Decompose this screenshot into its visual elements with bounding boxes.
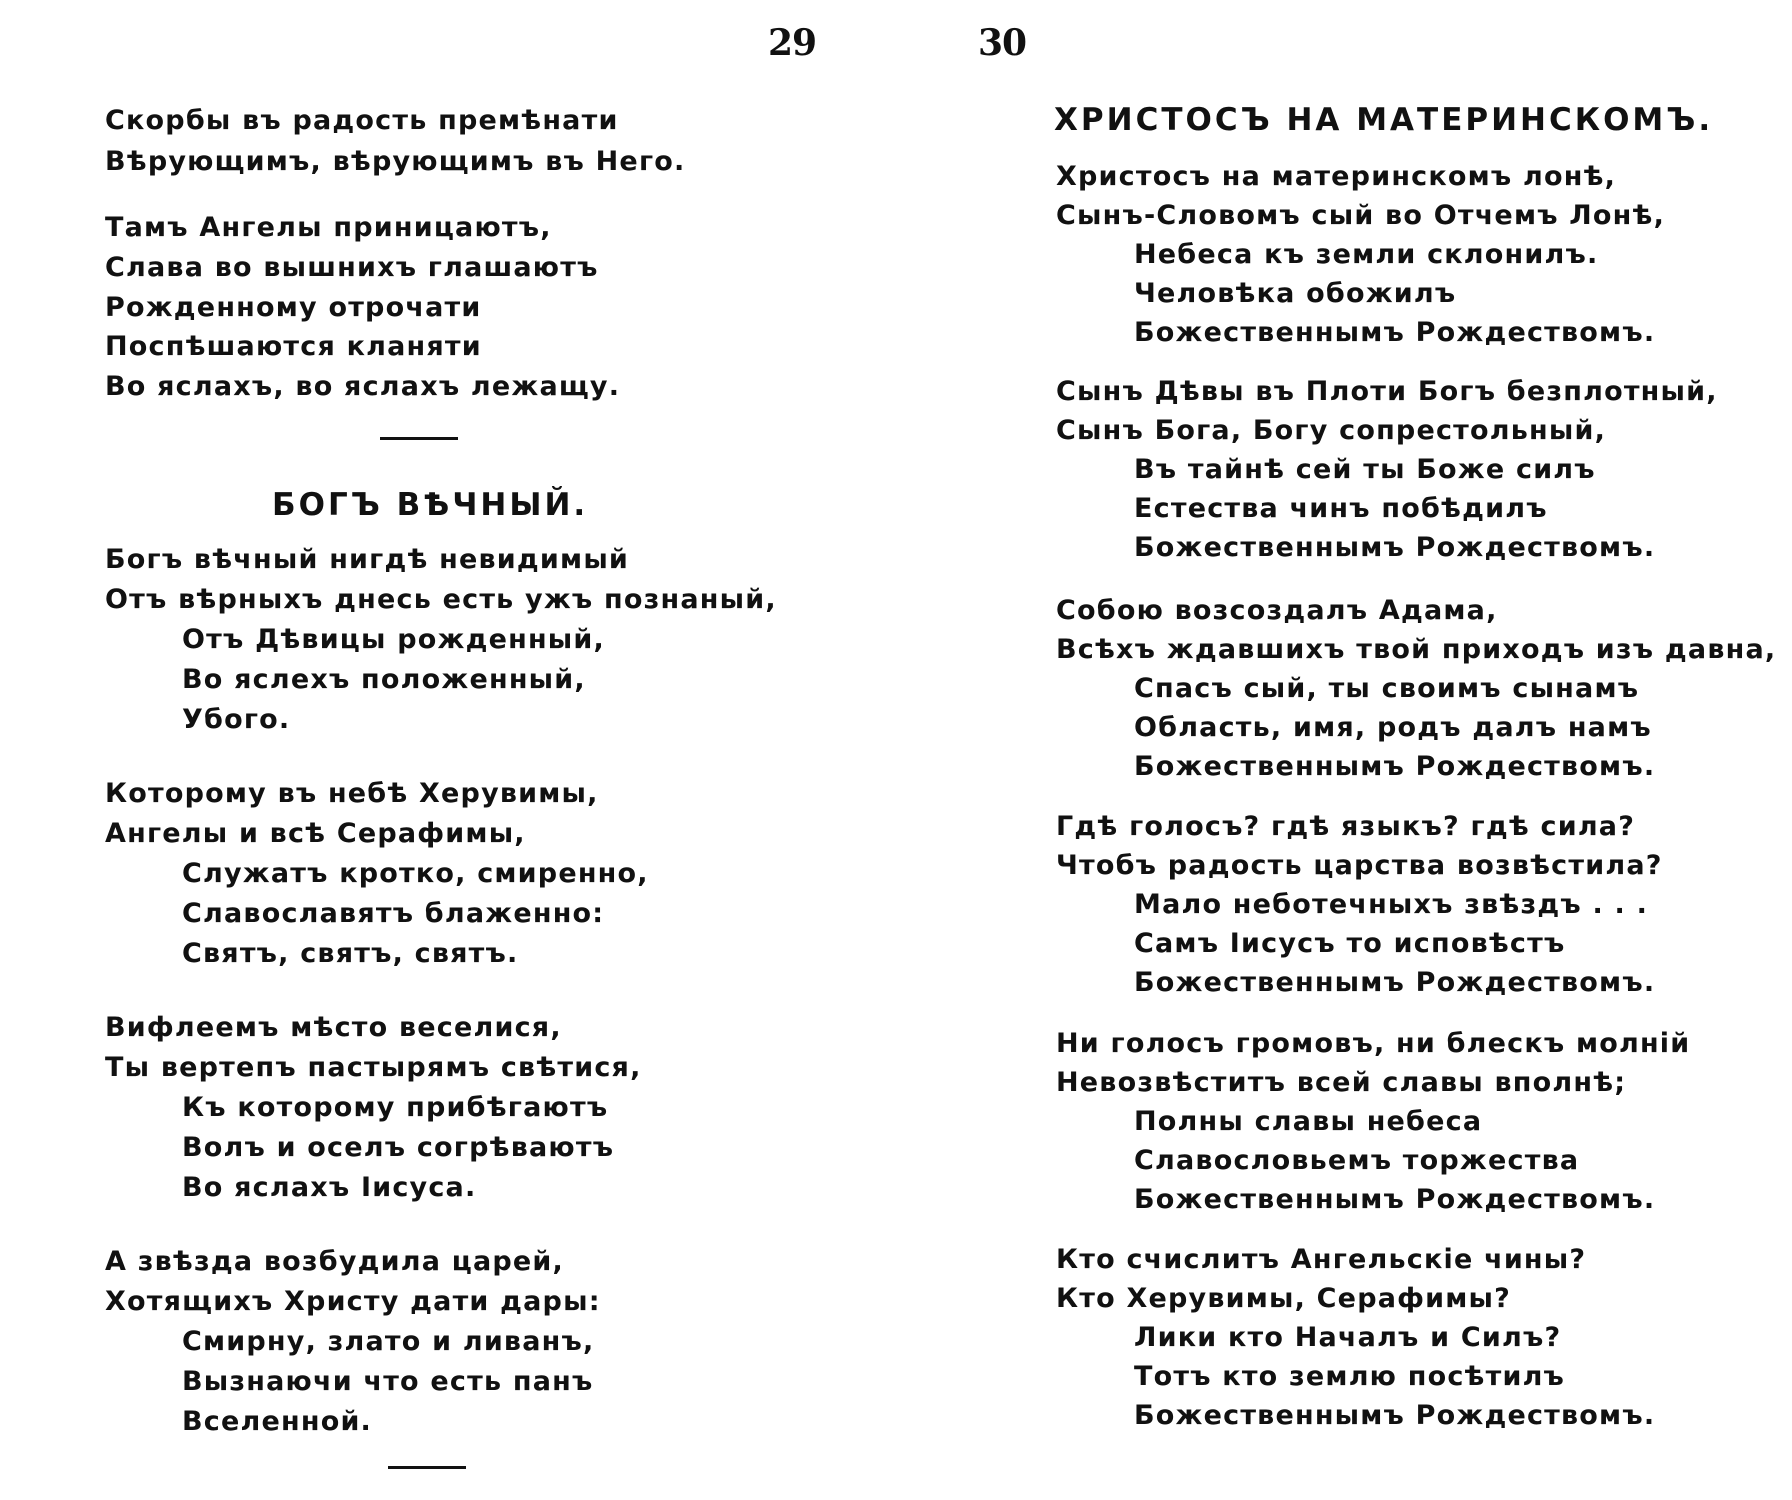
poem-line: Божественнымъ Рождествомъ. [1134,1400,1656,1431]
poem-line: Отъ Дѣвицы рожденный, [182,624,606,655]
poem-line: Божественнымъ Рождествомъ. [1134,532,1656,563]
poem-line: Во яслехъ положенный, [182,664,586,695]
poem-line: Богъ вѣчный нигдѣ невидимый [105,544,630,575]
poem-line: Самъ Iисусъ то исповѣстъ [1134,928,1566,959]
poem-line: Кто Херувимы, Серафимы? [1056,1283,1511,1314]
poem-line: Вселенной. [182,1406,373,1437]
page-number-right: 30 [978,22,1027,64]
poem-line: Сынъ-Словомъ сый во Отчемъ Лонѣ, [1056,200,1666,231]
poem-line: Славославятъ блаженно: [182,898,605,929]
poem-line: Ангелы и всѣ Серафимы, [105,818,526,849]
poem-line: Тотъ кто землю посѣтилъ [1134,1361,1566,1392]
poem-line: Хотящихъ Христу дати дары: [105,1286,601,1317]
page-number-left: 29 [768,22,817,64]
poem-line: Сынъ Бога, Богу сопрестольный, [1056,415,1607,446]
poem-line: Которому въ небѣ Херувимы, [105,778,599,809]
poem-line: Рожденному отрочати [105,292,482,323]
poem-line: А звѣзда возбудила царей, [105,1246,564,1277]
poem-line: Святъ, святъ, святъ. [182,938,519,969]
poem-line: Мало неботечныхъ звѣздъ . . . [1134,889,1649,920]
poem-line: Вифлеемъ мѣсто веселися, [105,1012,562,1043]
poem-line: Невозвѣститъ всей славы вполнѣ; [1056,1067,1627,1098]
poem-line: Христосъ на материнскомъ лонѣ, [1056,161,1617,192]
poem-line: Божественнымъ Рождествомъ. [1134,967,1656,998]
poem-line: Волъ и оселъ согрѣваютъ [182,1132,615,1163]
poem-line: Божественнымъ Рождествомъ. [1134,317,1656,348]
poem-line: Спасъ сый, ты своимъ сынамъ [1134,673,1640,704]
poem-line: Область, имя, родъ далъ намъ [1134,712,1652,743]
poem-line: Всѣхъ ждавшихъ твой приходъ изъ давна, [1056,634,1777,665]
poem-line: Ты вертепъ пастырямъ свѣтися, [105,1052,642,1083]
poem-line: Отъ вѣрныхъ днесь есть ужъ познаный, [105,584,777,615]
poem-line: Сынъ Дѣвы въ Плоти Богъ безплотный, [1056,376,1718,407]
poem-line: Убого. [182,704,291,735]
poem-line: Служатъ кротко, смиренно, [182,858,649,889]
section-divider [380,437,458,440]
poem-title: ХРИСТОСЪ НА МАТЕРИНСКОМЪ. [1054,102,1714,138]
poem-line: Естества чинъ побѣдилъ [1134,493,1548,524]
poem-line: Ни голосъ громовъ, ни блескъ молнiй [1056,1028,1691,1059]
poem-title: БОГЪ ВѢЧНЫЙ. [272,487,589,523]
poem-line: Полны славы небеса [1134,1106,1483,1137]
poem-line: Собою возсоздалъ Адама, [1056,595,1498,626]
poem-line: Къ которому прибѣгаютъ [182,1092,609,1123]
poem-line: Смирну, злато и ливанъ, [182,1326,595,1357]
poem-line: Кто счислитъ Ангельскiе чины? [1056,1244,1587,1275]
poem-line: Во яслахъ, во яслахъ лежащу. [105,371,621,402]
poem-line: Славословьемъ торжества [1134,1145,1580,1176]
poem-line: Небеса къ земли склонилъ. [1134,239,1599,270]
poem-line: Во яслахъ Iисуса. [182,1172,477,1203]
poem-line: Лики кто Началъ и Силъ? [1134,1322,1562,1353]
poem-line: Вѣрующимъ, вѣрующимъ въ Него. [105,146,686,177]
poem-line: Божественнымъ Рождествомъ. [1134,751,1656,782]
poem-line: Скорбы въ радость премѣнати [105,105,619,136]
poem-line: Вызнаючи что есть панъ [182,1366,594,1397]
poem-line: Человѣка обожилъ [1134,278,1457,309]
poem-line: Гдѣ голосъ? гдѣ языкъ? гдѣ сила? [1056,811,1636,842]
poem-line: Божественнымъ Рождествомъ. [1134,1184,1656,1215]
poem-line: Чтобъ радость царства возвѣстила? [1056,850,1663,881]
section-divider [388,1466,466,1469]
poem-line: Тамъ Ангелы приницаютъ, [105,212,552,243]
poem-line: Въ тайнѣ сей ты Боже силъ [1134,454,1596,485]
poem-line: Поспѣшаются кланяти [105,331,482,362]
poem-line: Слава во вышнихъ глашаютъ [105,252,599,283]
